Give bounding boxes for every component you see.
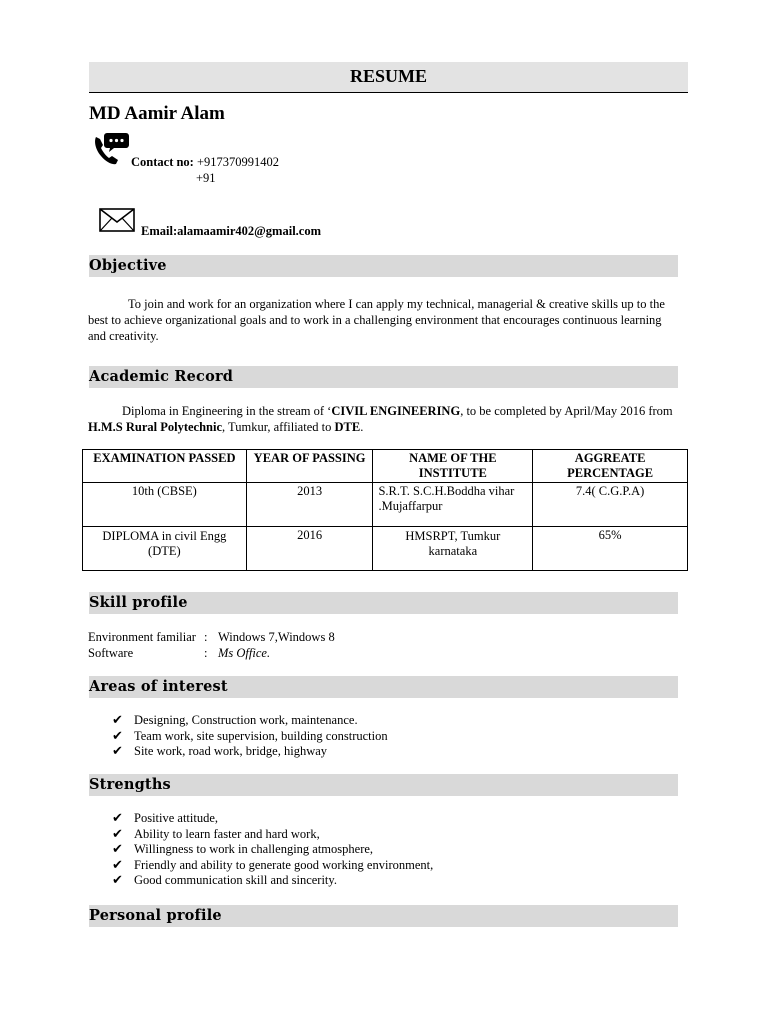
table-cell: HMSRPT, Tumkur karnataka (373, 527, 533, 571)
checkmark-icon: ✔ (112, 873, 123, 888)
table-cell: 10th (CBSE) (83, 483, 247, 527)
list-item (112, 873, 433, 889)
resume-title: RESUME (89, 62, 688, 93)
contact-label: Contact no: (131, 155, 194, 169)
list-item-text: Ability to learn faster and hard work, (134, 826, 320, 841)
table-cell: 2013 (246, 483, 373, 527)
list-item-text: Designing, Construction work, maintenance. (134, 713, 358, 727)
objective-text: To join and work for an organization where I can apply my technical, managerial & creative skills up to the best to achieve organizational goals and to work in a challenging environment that encourages continuous learning and creativity. (88, 297, 665, 343)
academic-intro-text: , Tumkur, affiliated to (222, 420, 335, 434)
table-row (83, 527, 688, 571)
table-header-row (83, 450, 688, 483)
skill-label: Software (88, 646, 134, 660)
academic-intro (88, 403, 678, 435)
table-row (83, 483, 688, 527)
section-personal-profile: Personal profile (89, 905, 678, 927)
list-item-text: Positive attitude, (134, 811, 219, 825)
table-header: YEAR OF PASSING (246, 450, 373, 483)
section-academic-record: Academic Record (89, 366, 678, 388)
list-item (112, 858, 433, 874)
candidate-name: MD Aamir Alam (89, 103, 225, 124)
list-item (112, 713, 388, 729)
table-header: NAME OF THE INSTITUTE (373, 450, 533, 483)
list-item (112, 729, 388, 745)
list-item-text: Good communication skill and sincerity. (134, 873, 337, 887)
checkmark-icon: ✔ (112, 728, 123, 744)
email-address[interactable]: Email:alamaamir402@gmail.com (141, 224, 321, 238)
section-strengths: Strengths (89, 774, 678, 796)
list-item (112, 842, 433, 858)
checkmark-icon: ✔ (112, 811, 123, 826)
skill-colon: : (204, 630, 208, 644)
list-item (112, 827, 433, 843)
academic-college: H.M.S Rural Polytechnic (88, 420, 223, 434)
section-objective: Objective (89, 255, 678, 277)
academic-table (82, 449, 688, 571)
checkmark-icon: ✔ (112, 713, 123, 728)
list-item-text: Friendly and ability to generate good working environment, (134, 857, 434, 872)
checkmark-icon: ✔ (112, 744, 123, 759)
list-item-text: Site work, road work, bridge, highway (134, 744, 328, 758)
interests-list (112, 713, 388, 760)
table-cell: 7.4( C.G.P.A) (533, 483, 688, 527)
academic-intro-text: Diploma in Engineering in the stream of ‘ (122, 404, 332, 418)
table-header: EXAMINATION PASSED (83, 450, 247, 483)
academic-stream: CIVIL ENGINEERING (331, 404, 461, 418)
table-cell: DIPLOMA in civil Engg (DTE) (83, 527, 247, 571)
checkmark-icon: ✔ (112, 842, 123, 857)
list-item-text: Willingness to work in challenging atmosphere, (134, 842, 374, 856)
table-cell: 65% (533, 527, 688, 571)
phone-number: +917370991402 (196, 155, 280, 169)
checkmark-icon: ✔ (112, 857, 123, 873)
section-areas-of-interest: Areas of interest (89, 676, 678, 698)
table-header: AGGREATE PERCENTAGE (533, 450, 688, 483)
skill-value: Ms Office. (218, 646, 271, 660)
table-cell: 2016 (246, 527, 373, 571)
envelope-icon (99, 208, 135, 232)
contact-row (131, 155, 279, 170)
skill-row (88, 629, 335, 645)
academic-intro-text: . (360, 420, 364, 434)
skill-value: Windows 7,Windows 8 (218, 630, 335, 644)
academic-intro-text: , to be completed by April/May 2016 from (460, 404, 673, 418)
checkmark-icon: ✔ (112, 826, 123, 842)
list-item (112, 811, 433, 827)
section-skill-profile: Skill profile (89, 592, 678, 614)
list-item (112, 744, 388, 760)
skill-row (88, 645, 335, 661)
table-cell: S.R.T. S.C.H.Boddha vihar .Mujaffarpur (373, 483, 533, 527)
skill-colon: : (204, 646, 208, 660)
list-item-text: Team work, site supervision, building construction (134, 728, 388, 743)
skill-label: Environment familiar (88, 630, 196, 644)
phone-chat-icon (92, 131, 130, 167)
phone-number-secondary: +91 (196, 171, 216, 185)
skills-list (88, 629, 335, 661)
academic-board: DTE (334, 420, 361, 434)
strengths-list (112, 811, 433, 889)
